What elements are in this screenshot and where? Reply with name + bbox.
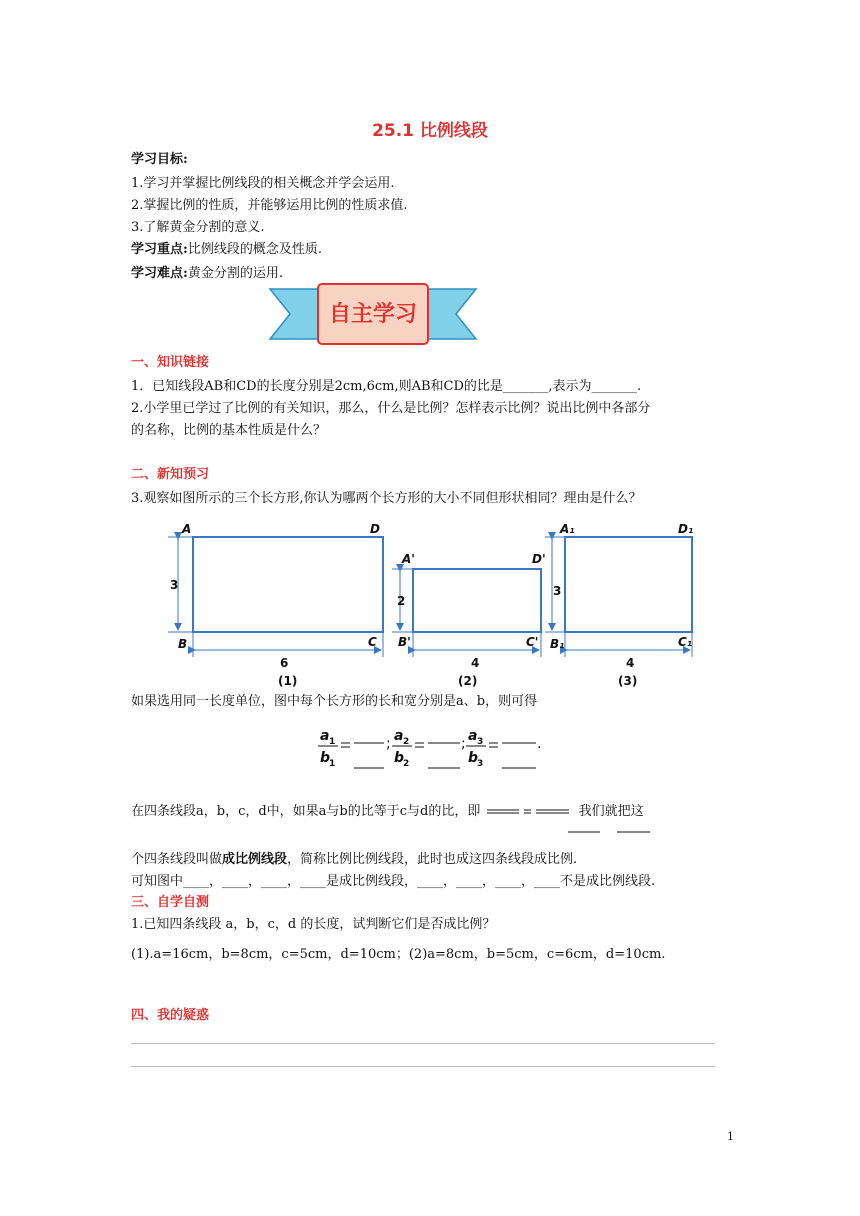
vertex-label: B'	[398, 635, 411, 649]
definition-text: ，简称比例比例线段，此时也成这四条线段成比例.	[287, 852, 578, 867]
key-term: 成比例线段	[222, 852, 288, 867]
fraction-denominator: b	[320, 750, 331, 766]
vertex-label: A₁	[560, 522, 575, 536]
fraction-subscript: 3	[477, 737, 484, 747]
goal-item: 2.掌握比例的性质，并能够运用比例的性质求值.	[131, 198, 408, 213]
definition-tail: 我们就把这	[578, 804, 644, 819]
fraction-numerator: a	[320, 728, 330, 744]
figure-caption: (2)	[458, 674, 478, 688]
fraction-denominator: b	[468, 750, 479, 766]
section-heading: 三、自学自测	[131, 895, 210, 910]
vertex-label: B₁	[550, 637, 565, 651]
goals-heading: 学习目标:	[131, 152, 188, 167]
fraction-subscript: 3	[477, 759, 484, 769]
fraction-subscript: 1	[329, 759, 336, 769]
height-label: 3	[170, 578, 179, 592]
definition-text: 在四条线段a，b，c，d中，如果a与b的比等于c与d的比，即	[131, 804, 481, 819]
difficulty-label: 学习难点:	[131, 266, 188, 281]
svg-text:.: .	[537, 736, 542, 752]
focus-line	[131, 240, 322, 260]
fraction-numerator: a	[468, 728, 478, 744]
vertex-label: C'	[526, 635, 539, 649]
fraction-equations	[308, 726, 548, 776]
vertex-label: D₁	[678, 522, 694, 536]
vertex-label: C	[368, 635, 377, 649]
answer-line	[131, 1043, 715, 1044]
vertex-label: A'	[402, 552, 415, 566]
answer-line	[131, 1066, 715, 1067]
section-heading: 一、知识链接	[131, 355, 210, 370]
question-1: 1．已知线段AB和CD的长度分别是2cm,6cm,则AB和CD的比是_______,表示为_______.	[131, 379, 642, 394]
rectangle-2	[413, 569, 541, 632]
proportion-blanks	[485, 806, 575, 818]
vertex-label: D	[370, 522, 380, 536]
width-label: 4	[471, 656, 480, 670]
width-label: 4	[626, 656, 635, 670]
definition-text: 个四条线段叫做	[131, 852, 223, 867]
definition-line-2	[131, 850, 577, 870]
vertex-label: A	[182, 522, 192, 536]
definition-line-1	[131, 802, 644, 822]
width-label: 6	[280, 656, 289, 670]
vertex-label: D'	[532, 552, 546, 566]
height-label: 2	[397, 594, 406, 608]
section-heading: 四、我的疑惑	[131, 1008, 210, 1023]
question-2-line2: 的名称，比例的基本性质是什么？	[131, 423, 327, 438]
focus-text: 比例线段的概念及性质.	[187, 242, 322, 257]
goal-item: 1.学习并掌握比例线段的相关概念并学会运用.	[131, 176, 395, 191]
height-label: 3	[553, 584, 562, 598]
banner-text: 自主学习	[328, 302, 417, 327]
vertex-label: B	[178, 637, 188, 651]
after-figure-text: 如果选用同一长度单位，图中每个长方形的长和宽分别是a、b，则可得	[131, 694, 538, 709]
page-title: 25.1 比例线段	[372, 121, 488, 141]
fraction-denominator: b	[394, 750, 405, 766]
question-2-line1: 2.小学里已学过了比例的有关知识，那么，什么是比例？怎样表示比例？说出比例中各部分	[131, 401, 651, 416]
fraction-subscript: 2	[403, 759, 410, 769]
self-test-parts: (1).a=16cm，b=8cm，c=5cm，d=10cm；(2)a=8cm，b=5cm，c=6cm，d=10cm.	[131, 947, 666, 962]
fraction-subscript: 1	[329, 737, 336, 747]
proportion-denominator-blanks	[566, 828, 656, 836]
self-study-banner	[268, 283, 478, 347]
rectangle-3	[565, 537, 692, 632]
difficulty-text: 黄金分割的运用.	[187, 266, 283, 281]
definition-line-3: 可知图中____，____，____，____是成比例线段，____，____，____，____不是成比例线段.	[131, 874, 656, 889]
section-heading: 二、新知预习	[131, 467, 210, 482]
difficulty-line	[131, 264, 283, 284]
self-test-question: 1.已知四条线段 a，b，c，d 的长度，试判断它们是否成比例？	[131, 917, 496, 932]
fraction-subscript: 2	[403, 737, 410, 747]
rectangles-figure	[160, 515, 720, 690]
svg-text:;: ;	[386, 736, 391, 752]
vertex-label: C₁	[678, 635, 693, 649]
svg-text:;: ;	[461, 736, 466, 752]
focus-label: 学习重点:	[131, 242, 188, 257]
fraction-numerator: a	[394, 728, 404, 744]
question-3: 3.观察如图所示的三个长方形,你认为哪两个长方形的大小不同但形状相同？理由是什么？	[131, 491, 642, 506]
figure-caption: (1)	[278, 674, 298, 688]
page-number: 1	[727, 1130, 734, 1143]
figure-caption: (3)	[618, 674, 638, 688]
rectangle-1	[193, 537, 383, 632]
goal-item: 3.了解黄金分割的意义.	[131, 220, 265, 235]
